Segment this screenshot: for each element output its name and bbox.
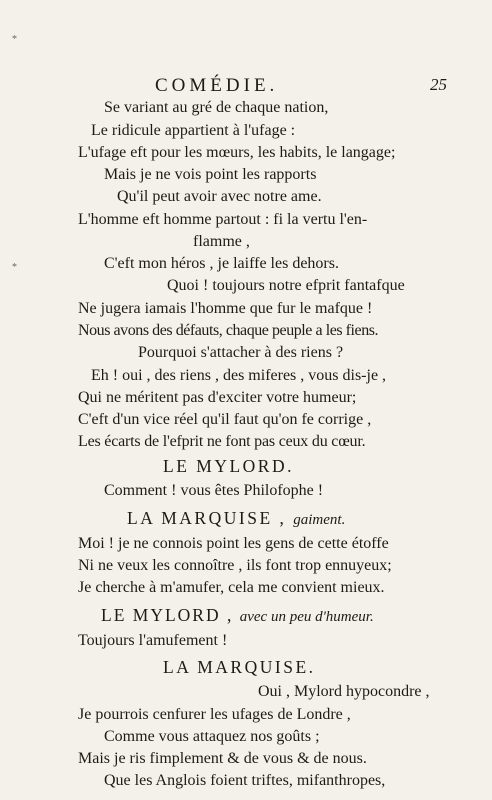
verse-line: Oui , Mylord hypocondre , [258, 683, 430, 700]
verse-line: Je pourrois cenfurer les ufages de Londre , [78, 706, 351, 723]
verse-line: Moi ! je ne connois point les gens de cette étoffe [78, 535, 389, 552]
verse-line: Mais je ris fimplement & de vous & de nous. [78, 750, 367, 767]
verse-line: Nous avons des défauts, chaque peuple a les fiens. [78, 322, 379, 339]
verse-line: L'ufage eft pour les mœurs, les habits, le langage; [78, 144, 396, 161]
speaker-heading [127, 507, 345, 531]
verse-line: Comment ! vous êtes Philofophe ! [104, 482, 324, 499]
verse-line: flamme , [193, 233, 250, 250]
verse-line: C'eft d'un vice réel qu'il faut qu'on fe corrige , [78, 411, 372, 428]
verse-line: Toujours l'amufement ! [78, 632, 228, 649]
running-head: COMÉDIE. [155, 75, 279, 96]
speaker-name: LA MARQUISE , [127, 508, 287, 528]
verse-line: Les écarts de l'efprit ne font pas ceux du cœur. [78, 433, 366, 450]
stage-direction: gaiment. [293, 512, 346, 528]
speaker-name: LE MYLORD , [101, 605, 234, 625]
verse-line: Se variant au gré de chaque nation, [104, 99, 329, 116]
verse-line: Quoi ! toujours notre efprit fantafque [167, 277, 405, 294]
speaker-heading: LA MARQUISE. [163, 657, 316, 677]
verse-line: Pourquoi s'attacher à des riens ? [138, 344, 344, 361]
verse-line: Comme vous attaquez nos goûts ; [104, 728, 320, 745]
speaker-heading: LE MYLORD. [163, 456, 294, 476]
margin-mark: * [12, 34, 17, 45]
stage-direction: avec un peu d'humeur. [239, 609, 374, 625]
verse-line: Ni ne veux les connoître , ils font trop ennuyeux; [78, 557, 392, 574]
verse-line: Ne jugera iamais l'homme que fur le mafque ! [78, 300, 373, 317]
page-number: 25 [430, 75, 447, 94]
verse-line: Qu'il peut avoir avec notre ame. [117, 188, 322, 205]
verse-line: Eh ! oui , des riens , des miferes , vous dis-je , [91, 367, 387, 384]
speaker-heading [101, 604, 374, 628]
verse-line: L'homme eft homme partout : fi la vertu l'en- [78, 211, 368, 228]
verse-line: Je cherche à m'amufer, cela me convient mieux. [78, 579, 385, 596]
verse-line: Mais je ne vois point les rapports [104, 166, 317, 183]
verse-line: Qui ne méritent pas d'exciter votre humeur; [78, 389, 357, 406]
margin-mark: * [12, 262, 17, 273]
verse-line: Le ridicule appartient à l'ufage : [91, 122, 296, 139]
verse-line: Que les Anglois foient triftes, mifanthropes, [104, 772, 386, 789]
verse-line: C'eft mon héros , je laiffe les dehors. [104, 255, 339, 272]
